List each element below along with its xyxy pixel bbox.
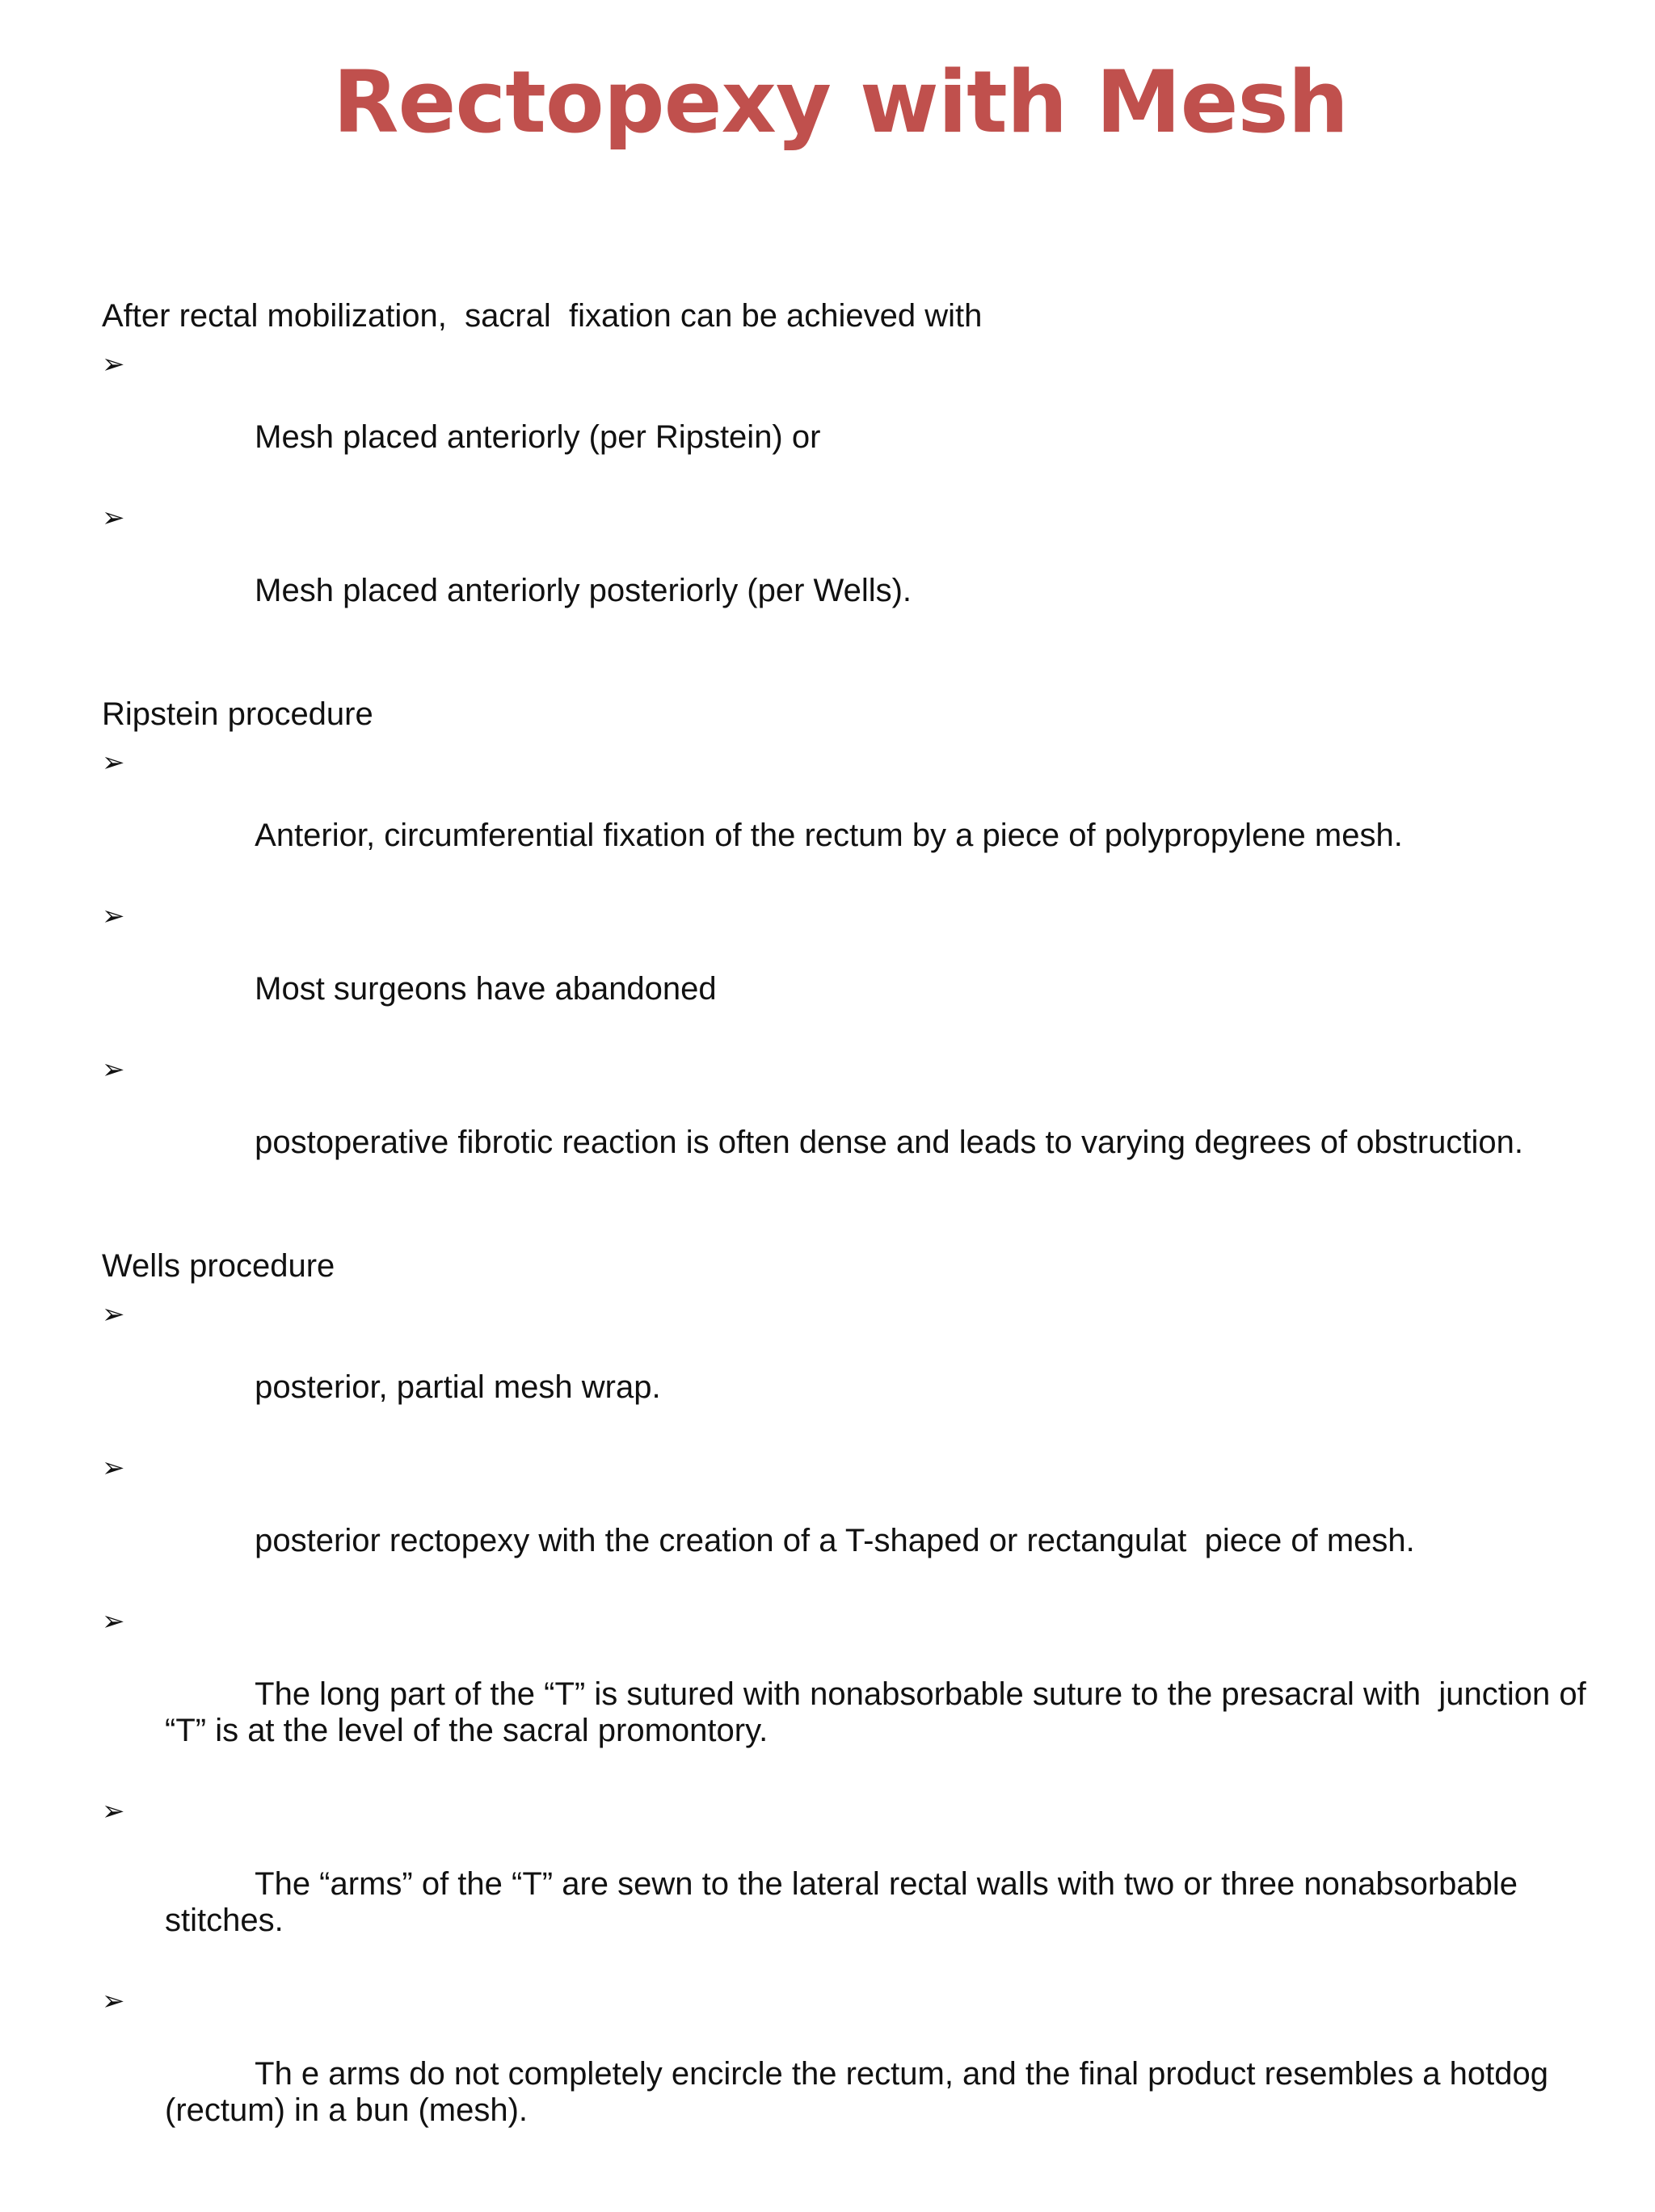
arrowhead-bullet-icon: ➢ [102,746,125,779]
bullet-list [102,745,1621,1197]
section-mesh-fixation [102,294,1621,646]
section-intro: Ripstein procedure [102,696,373,732]
section-ripstein [102,692,1621,1197]
list-item [102,1450,1621,1596]
bullet-text: The long part of the “T” is sutured with nonabsorbable suture to the presacral with junction of “T” is at the level of the sacral promontory. [165,1676,1595,1748]
arrowhead-bullet-icon: ➢ [102,1053,125,1086]
bullet-text: postoperative fibrotic reaction is often dense and leads to varying degrees of obstruction. [255,1125,1523,1160]
section-intro: Wells procedure [102,1248,335,1284]
bullet-text: Mesh placed anteriorly (per Ripstein) or [255,419,821,455]
list-item [102,347,1621,492]
arrowhead-bullet-icon: ➢ [102,1605,125,1638]
arrowhead-bullet-icon: ➢ [102,1298,125,1331]
section-intro: After rectal mobilization, sacral fixation can be achieved with [102,298,983,334]
arrowhead-bullet-icon: ➢ [102,502,125,534]
bullet-text: Most surgeons have abandoned [255,971,717,1007]
bullet-list [102,1297,1621,2165]
list-item [102,1297,1621,1442]
bullet-text: The “arms” of the “T” are sewn to the lateral rectal walls with two or three nonabsorbable stitches. [165,1866,1527,1938]
list-item [102,745,1621,890]
arrowhead-bullet-icon: ➢ [102,1795,125,1827]
section-wells [102,1244,1621,2165]
arrowhead-bullet-icon: ➢ [102,1985,125,2017]
bullet-text: Anterior, circumferential fixation of the rectum by a piece of polypropylene mesh. [255,818,1403,853]
bullet-text: posterior rectopexy with the creation of a T-shaped or rectangulat piece of mesh. [255,1523,1415,1558]
list-item [102,1052,1621,1197]
list-item [102,1604,1621,1785]
bullet-text: Th e arms do not completely encircle the rectum, and the final product resembles a hotdog (rectum) in a bun (mesh). [165,2056,1558,2128]
slide-body [102,294,1621,2212]
list-item [102,500,1621,646]
list-item [102,1794,1621,1975]
bullet-list [102,347,1621,646]
arrowhead-bullet-icon: ➢ [102,900,125,932]
slide-title: Rectopexy with Mesh [332,53,1349,152]
arrowhead-bullet-icon: ➢ [102,1452,125,1484]
arrowhead-bullet-icon: ➢ [102,348,125,381]
list-item [102,898,1621,1044]
bullet-text: Mesh placed anteriorly posteriorly (per Wells). [255,573,912,608]
list-item [102,1983,1621,2165]
bullet-text: posterior, partial mesh wrap. [255,1369,661,1405]
